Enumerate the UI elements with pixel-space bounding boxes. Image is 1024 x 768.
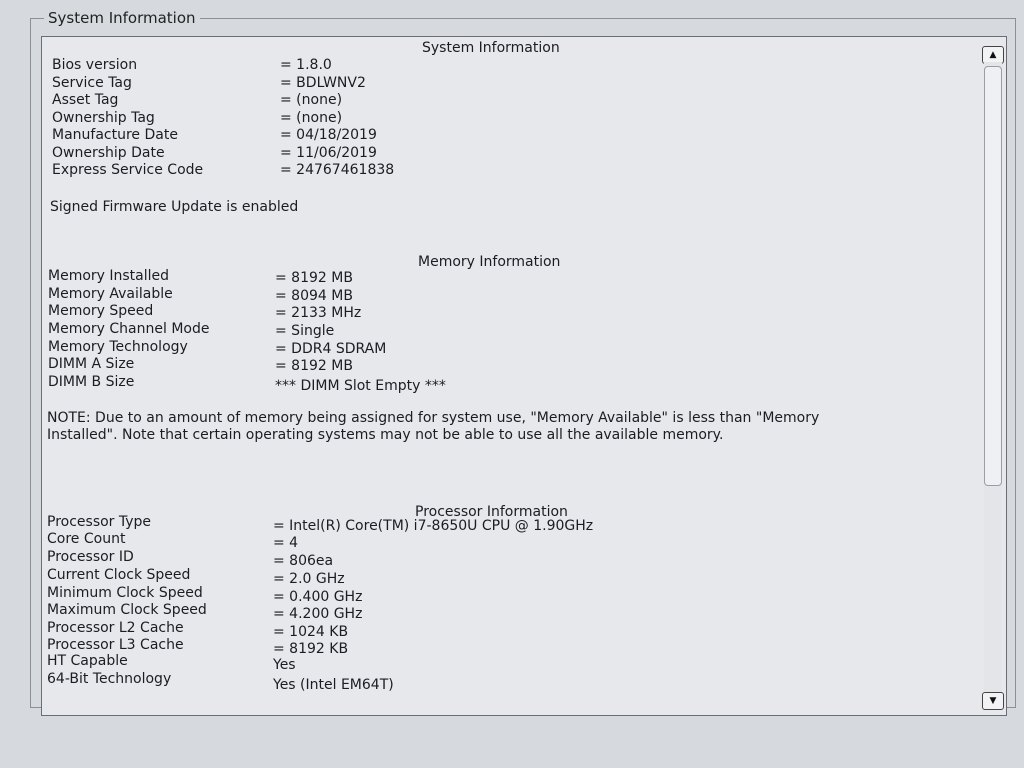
- memory-heading: Memory Information: [418, 254, 561, 270]
- row-label: Processor L3 Cache: [47, 637, 184, 653]
- row-value: = 4: [273, 535, 299, 551]
- row-value: = 24767461838: [280, 162, 395, 178]
- down-arrow-icon: ▼: [989, 696, 997, 706]
- row-label: 64-Bit Technology: [47, 671, 172, 687]
- row-label: HT Capable: [47, 653, 128, 669]
- row-label: Manufacture Date: [52, 127, 178, 143]
- row-value: = BDLWNV2: [280, 75, 366, 91]
- row-label: Memory Installed: [48, 268, 170, 284]
- row-label: Bios version: [52, 57, 138, 73]
- row-label: DIMM A Size: [48, 356, 135, 372]
- row-label: Memory Speed: [48, 303, 154, 319]
- row-value: = 2.0 GHz: [273, 571, 345, 587]
- row-value: = 4.200 GHz: [273, 606, 363, 622]
- row-label: Express Service Code: [52, 162, 204, 178]
- vertical-scrollbar[interactable]: [975, 44, 1005, 716]
- row-value: = 8192 MB: [275, 358, 353, 374]
- row-label: Processor Type: [47, 514, 152, 530]
- row-value: = (none): [280, 110, 343, 126]
- row-label: Processor L2 Cache: [47, 620, 184, 636]
- row-value: Yes: [273, 657, 296, 673]
- row-value: = 0.400 GHz: [273, 589, 363, 605]
- row-label: DIMM B Size: [48, 374, 135, 390]
- row-value: = 8192 MB: [275, 270, 353, 286]
- row-label: Memory Available: [48, 286, 173, 302]
- row-value: = 2133 MHz: [275, 305, 362, 321]
- row-label: Memory Channel Mode: [48, 321, 210, 337]
- up-arrow-icon: ▲: [989, 50, 997, 60]
- row-value: = 11/06/2019: [280, 145, 377, 161]
- row-value: = 8192 KB: [273, 641, 349, 657]
- row-value: = (none): [280, 92, 343, 108]
- row-value: Yes (Intel EM64T): [273, 677, 394, 693]
- row-label: Asset Tag: [52, 92, 119, 108]
- row-label: Service Tag: [52, 75, 132, 91]
- scroll-thumb[interactable]: [984, 66, 1002, 486]
- scroll-down-button[interactable]: [982, 692, 1004, 710]
- row-label: Ownership Date: [52, 145, 165, 161]
- group-title: System Information: [44, 9, 200, 27]
- memory-note: NOTE: Due to an amount of memory being assigned for system use, "Memory Available" is less than "Memory Installed". Note that certain operating systems may not be able to use all the available memory.: [47, 410, 820, 443]
- row-value: = 1024 KB: [273, 624, 349, 640]
- row-value: = Intel(R) Core(TM) i7-8650U CPU @ 1.90GHz: [273, 518, 594, 534]
- row-value: = Single: [275, 323, 335, 339]
- row-label: Processor ID: [47, 549, 134, 565]
- row-label: Minimum Clock Speed: [47, 585, 203, 601]
- firmware-status: Signed Firmware Update is enabled: [50, 199, 299, 215]
- row-value: *** DIMM Slot Empty ***: [275, 378, 446, 394]
- row-value: = 806ea: [273, 553, 334, 569]
- row-label: Core Count: [47, 531, 126, 547]
- row-label: Current Clock Speed: [47, 567, 191, 583]
- row-value: = 04/18/2019: [280, 127, 377, 143]
- row-value: = DDR4 SDRAM: [275, 341, 387, 357]
- row-label: Memory Technology: [48, 339, 188, 355]
- row-value: = 8094 MB: [275, 288, 353, 304]
- info-panel: [41, 36, 1007, 716]
- row-label: Ownership Tag: [52, 110, 155, 126]
- processor-heading: Processor Information: [415, 504, 568, 520]
- system-heading: System Information: [422, 40, 560, 56]
- row-value: = 1.8.0: [280, 57, 332, 73]
- row-label: Maximum Clock Speed: [47, 602, 207, 618]
